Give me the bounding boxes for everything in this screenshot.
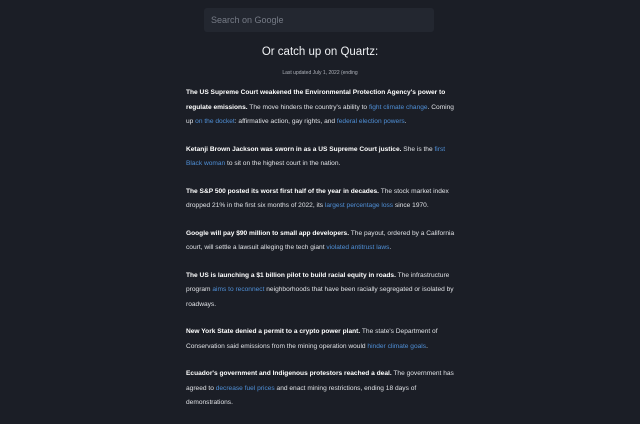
news-text: and enact mining restrictions, ending 18 days of demonstrations.: [186, 384, 417, 406]
news-text: .: [426, 342, 428, 350]
news-text: The state's Department of Conservation said emissions from the mining operation would: [186, 328, 438, 350]
news-link[interactable]: federal election powers: [336, 118, 405, 125]
page-title: Or catch up on Quartz:: [261, 46, 379, 58]
news-text: The infrastructure program: [186, 271, 450, 293]
news-link[interactable]: largest percentage loss: [324, 202, 394, 209]
news-headline: New York State denied a permit to a crypto power plant.: [186, 328, 361, 335]
news-link[interactable]: decrease fuel prices: [215, 384, 275, 392]
news-item: [186, 143, 458, 172]
news-headline: Ecuador's government and Indigenous protestors reached a deal.: [186, 370, 392, 377]
news-item: [186, 269, 458, 313]
news-link[interactable]: violated antitrust laws: [326, 244, 390, 251]
news-text: The payout, ordered by a California court, will settle a lawsuit alleging the tech giant: [186, 229, 455, 251]
news-item: [186, 325, 458, 354]
news-text: since 1970.: [393, 202, 429, 209]
news-item: [186, 185, 458, 214]
news-headline: The US Supreme Court weakened the Environmental Protection Agency's power to regulate emissions.: [186, 89, 446, 111]
news-text: neighborhoods that have been racially segregated or isolated by roadways.: [186, 286, 454, 308]
news-headline: Ketanji Brown Jackson was sworn in as a US Supreme Court justice.: [186, 145, 402, 153]
news-item: [186, 86, 458, 130]
news-link[interactable]: on the docket: [195, 118, 235, 125]
news-text: She is the: [401, 145, 435, 153]
search-input[interactable]: [204, 8, 434, 32]
news-text: to sit on the highest court in the nation.: [225, 160, 341, 167]
news-text: The government has agreed to: [186, 370, 454, 392]
news-text: : affirmative action, gay rights, and: [234, 118, 337, 125]
news-link[interactable]: first Black woman: [186, 145, 446, 167]
news-text: The move hinders the country's ability to: [247, 103, 369, 111]
last-updated-text: Last updated July 1, 2022 (ending: [282, 70, 358, 76]
news-text: .: [404, 118, 407, 125]
news-list: [186, 86, 458, 424]
news-link[interactable]: hinder climate goals: [367, 342, 427, 350]
news-text: The stock market index dropped 21% in the first six months of 2022, its: [186, 187, 449, 209]
news-headline: The US is launching a $1 billion pilot to build racial equity in roads.: [186, 271, 396, 279]
news-text: .: [389, 244, 392, 251]
news-text: . Coming up: [186, 103, 454, 125]
news-item: [186, 227, 458, 256]
news-link[interactable]: fight climate change: [368, 103, 428, 111]
news-headline: Google will pay $90 million to small app developers.: [186, 229, 350, 237]
news-link[interactable]: aims to reconnect: [212, 286, 265, 293]
news-item: [186, 367, 458, 411]
news-headline: The S&P 500 posted its worst first half of the year in decades.: [186, 187, 379, 195]
